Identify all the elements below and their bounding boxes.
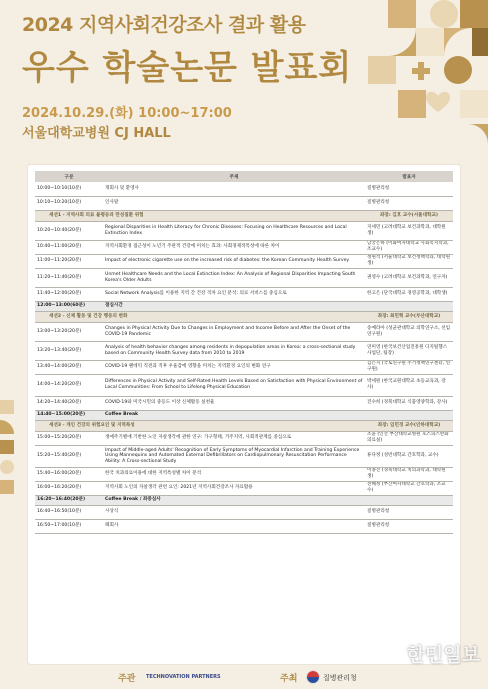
- watermark: 한민일보: [406, 644, 480, 666]
- speaker-cell: 연미영 (한국보건산업진흥원 디지털헬스사업단, 팀장): [365, 341, 453, 360]
- title-line2: 우수 학술논문 발표회: [22, 48, 353, 88]
- table-row: [35, 268, 453, 287]
- speaker-cell: [365, 301, 453, 311]
- table-row: [35, 322, 453, 341]
- time-cell: 11:20~11:40(20분): [35, 268, 103, 287]
- table-row: [35, 182, 453, 196]
- speaker-cell: [365, 495, 453, 505]
- time-cell: 10:00~10:10(10분): [35, 182, 103, 196]
- column-header: 주제: [103, 171, 365, 182]
- topic-cell: 지역사회환경 접근성이 노년기 주관적 건강에 미치는 효과: 사회경제적특성에 따른 차이: [103, 240, 365, 254]
- column-header: 구분: [35, 171, 103, 182]
- program-card: [28, 165, 460, 664]
- table-body: [35, 182, 453, 533]
- session-title: 세션2 - 신체 활동 및 건강 행동의 변화: [35, 311, 365, 322]
- topic-cell: Coffee Break / 좌중심사: [103, 495, 365, 505]
- topic-cell: 지역사회 노인의 자살생각 관련 요인: 2021년 지역사회건강조사 자료활용: [103, 481, 365, 495]
- speaker-cell: 김은지 (국토연구원 주거정책연구센터, 연구원): [365, 360, 453, 374]
- session-chair: 좌장: 최민혁 교수(부산대학교): [365, 311, 453, 322]
- time-cell: 16:50~17:00(10분): [35, 519, 103, 533]
- speaker-cell: 질병관리청: [365, 505, 453, 519]
- table-row: [35, 431, 453, 445]
- session-header-row: [35, 420, 453, 431]
- speaker-cell: 진수희 (경북대학교 식품영양학과, 강사): [365, 396, 453, 410]
- time-cell: 15:00~15:20(20분): [35, 431, 103, 445]
- speaker-cell: 박세원 (한국교원대학교 초등교육과, 강사): [365, 374, 453, 396]
- title-line1: 2024 지역사회건강조사 결과 활용: [22, 14, 306, 36]
- table-row: [35, 445, 453, 467]
- table-row: [35, 221, 453, 240]
- topic-cell: 폐회사: [103, 519, 365, 533]
- table-row: [35, 341, 453, 360]
- time-cell: 11:00~11:20(20분): [35, 254, 103, 268]
- time-cell: 13:00~13:20(20분): [35, 322, 103, 341]
- speaker-cell: 이종진 (경북대학교 치의과학과, 대학원생): [365, 467, 453, 481]
- time-cell: 14:00~14:20(20분): [35, 374, 103, 396]
- topic-cell: Unmet Healthcare Needs and the Local Extinction Index: An Analysis of Regional Disparities Impacting South Korea's Older Adults: [103, 268, 365, 287]
- time-cell: 10:40~11:00(20분): [35, 240, 103, 254]
- topic-cell: Coffee Break: [103, 410, 365, 420]
- topic-cell: Impact of Middle-aged Adults' Recognition of Early Symptoms of Myocardial Infarction and Training Experience Using Mannequins and Automated External Defibrillators on Cardiopulmonary Resuscitation Performance Ability: A Cross-sectional Study: [103, 445, 365, 467]
- table-row: [35, 254, 453, 268]
- speaker-cell: 전혜정 (부산여자대학교 간호학과, 조교수): [365, 481, 453, 495]
- table-row: [35, 481, 453, 495]
- speaker-cell: [365, 410, 453, 420]
- topic-cell: COVID-19와 미국시민의 중등도 이상 신체활동 실천율: [103, 396, 365, 410]
- session-header-row: [35, 210, 453, 221]
- speaker-cell: 지세민 (고려대학교 보건과학과, 대학원생): [365, 221, 453, 240]
- table-header-row: [35, 171, 453, 182]
- organizer-label: 주최: [280, 674, 298, 684]
- host-label: 주관: [118, 674, 136, 684]
- speaker-cell: 질병관리청: [365, 519, 453, 533]
- time-cell: 10:20~10:40(20분): [35, 221, 103, 240]
- topic-cell: 한국 치과의료이용에 대한 지역특성별 차이 분석: [103, 467, 365, 481]
- topic-cell: Social Network Analysis를 이용한 지역 간 건강 격차 요인 분석: 의료 서비스를 중심으로: [103, 287, 365, 301]
- session-chair: 좌장: 임민경 교수(인하대학교): [365, 420, 453, 431]
- speaker-cell: 정원석 (서울대학교 보건정책학과, 대학원생): [365, 254, 453, 268]
- table-row: [35, 467, 453, 481]
- time-cell: 15:40~16:00(20분): [35, 467, 103, 481]
- topic-cell: Differences in Physical Activity and Self-Rated Health Levels Based on Satisfaction with Physical Environment of Local Communities: From School to Lifelong Physical Education: [103, 374, 365, 396]
- time-cell: 15:20~15:40(20분): [35, 445, 103, 467]
- table-row: [35, 396, 453, 410]
- speaker-cell: 질병관리청: [365, 196, 453, 210]
- session-title: 세션1 - 지역사회 의료 불평등과 만성질환 위험: [35, 210, 365, 221]
- event-date: 2024.10.29.(화) 10:00~17:00: [22, 106, 232, 121]
- column-header: 발표자: [365, 171, 453, 182]
- topic-cell: 시상식: [103, 505, 365, 519]
- time-cell: 16:20~16:40(20분): [35, 495, 103, 505]
- table-row: [35, 374, 453, 396]
- kdca-emblem-icon: [306, 670, 320, 684]
- decorative-pattern-icon: [328, 0, 488, 160]
- topic-cell: Analysis of health behavior changes among residents in depopulation areas in Korea: a cross-sectional study based on Community Health Survey data from 2010 to 2019: [103, 341, 365, 360]
- speaker-cell: 한고은 (단국대학교 경영공학과, 대학생): [365, 287, 453, 301]
- topic-cell: 생애주기별에 기반한 노인 자살생각에 관한 연구: 가구형태, 거주지역, 사회적관계를 중심으로: [103, 431, 365, 445]
- session-header-row: [35, 311, 453, 322]
- topic-cell: Regional Disparities in Health Literacy for Chronic Diseases: Focusing on Healthcare Resources and Local Extinction Index: [103, 221, 365, 240]
- table-row: [35, 360, 453, 374]
- speaker-cell: 권영수 (고려대학교 보건과학과, 연구자): [365, 268, 453, 287]
- speaker-cell: 조윤 (인산 부산대학교병원 호스피스완화의료실): [365, 431, 453, 445]
- topic-cell: 점심시간: [103, 301, 365, 311]
- speaker-cell: 남궁은하 (이화여자대학교 사회복지학과, 조교수): [365, 240, 453, 254]
- time-cell: 12:00~13:00(60분): [35, 301, 103, 311]
- session-title: 세션3 - 개인 건강의 위험요인 및 지역특성: [35, 420, 365, 431]
- topic-cell: COVID-19 팬데믹 직전과 직후 우울감에 영향을 미치는 지역환경 요인의 변화 연구: [103, 360, 365, 374]
- time-cell: 16:00~16:20(20분): [35, 481, 103, 495]
- topic-cell: 개회사 및 환영사: [103, 182, 365, 196]
- topic-cell: Impact of electronic cigarette use on the increased risk of diabetes: the Korean Community Health Survey: [103, 254, 365, 268]
- break-row: [35, 301, 453, 311]
- topic-cell: Changes in Physical Activity Due to Changes in Employment and Income Before and After the Onset of the COVID-19 Pandemic: [103, 322, 365, 341]
- topic-cell: 인사말: [103, 196, 365, 210]
- footer: [0, 668, 488, 686]
- organizer-org: 질병관리청: [323, 674, 357, 682]
- session-chair: 좌장: 김호 교수(서울대학교): [365, 210, 453, 221]
- host-org-logo: TECHNOVATION PARTNERS: [146, 674, 221, 680]
- table-row: [35, 196, 453, 210]
- time-cell: 10:10~10:20(10분): [35, 196, 103, 210]
- table-row: [35, 287, 453, 301]
- speaker-cell: 질병관리청: [365, 182, 453, 196]
- table-row: [35, 240, 453, 254]
- time-cell: 16:40~16:50(10분): [35, 505, 103, 519]
- table-row: [35, 505, 453, 519]
- time-cell: 14:20~14:40(20분): [35, 396, 103, 410]
- break-row: [35, 495, 453, 505]
- event-venue: 서울대학교병원 CJ HALL: [22, 126, 171, 141]
- time-cell: 14:40~15:00(20분): [35, 410, 103, 420]
- time-cell: 13:20~13:40(20분): [35, 341, 103, 360]
- time-cell: 11:40~12:00(20분): [35, 287, 103, 301]
- time-cell: 13:40~14:00(20분): [35, 360, 103, 374]
- speaker-cell: 송예라아 (성균관대학교 의학연구소, 선임연구원): [365, 322, 453, 341]
- table-row: [35, 519, 453, 533]
- program-table: [35, 171, 453, 534]
- break-row: [35, 410, 453, 420]
- speaker-cell: 류다정 (성빈대학교 간호학과, 교수): [365, 445, 453, 467]
- side-pattern-icon: [0, 400, 18, 520]
